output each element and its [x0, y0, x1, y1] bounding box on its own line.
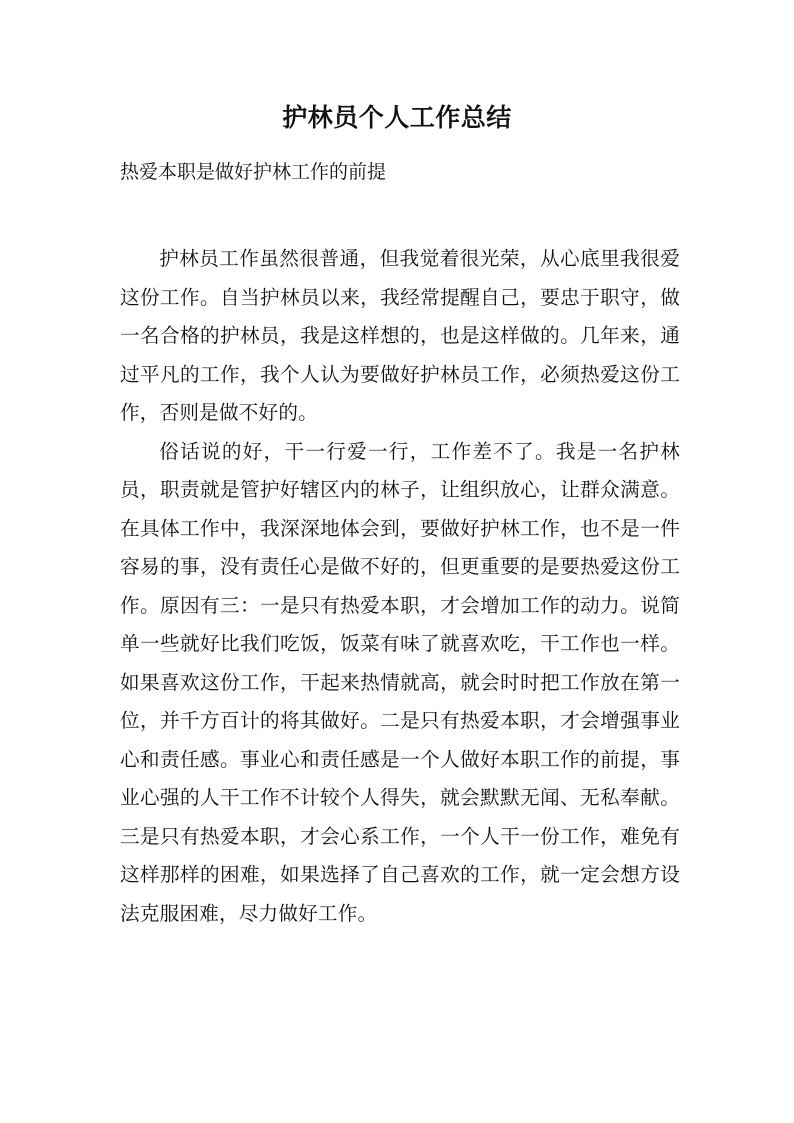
document-subtitle: 热爱本职是做好护林工作的前提 [120, 161, 387, 183]
document-body [120, 240, 680, 933]
paragraph-1: 护林员工作虽然很普通，但我觉着很光荣，从心底里我很爱这份工作。自当护林员以来，我经常提醒自己，要忠于职守，做一名合格的护林员，我是这样想的，也是这样做的。几年来，通过平凡的工作，我个人认为要做好护林员工作，必须热爱这份工作，否则是做不好的。 [120, 247, 680, 424]
paragraph-2: 俗话说的好，干一行爱一行，工作差不了。我是一名护林员，职责就是管护好辖区内的林子，让组织放心，让群众满意。在具体工作中，我深深地体会到，要做好护林工作，也不是一件容易的事，没有责任心是做不好的，但更重要的是要热爱这份工作。原因有三：一是只有热爱本职，才会增加工作的动力。说简单一些就好比我们吃饭，饭菜有味了就喜欢吃，干工作也一样。如果喜欢这份工作，干起来热情就高，就会时时把工作放在第一位，并千方百计的将其做好。二是只有热爱本职，才会增强事业心和责任感。事业心和责任感是一个人做好本职工作的前提，事业心强的人干工作不计较个人得失，就会默默无闻、无私奉献。三是只有热爱本职，才会心系工作，一个人干一份工作，难免有这样那样的困难，如果选择了自己喜欢的工作，就一定会想方设法克服困难，尽力做好工作。 [120, 439, 680, 925]
document-title: 护林员个人工作总结 [282, 103, 512, 132]
